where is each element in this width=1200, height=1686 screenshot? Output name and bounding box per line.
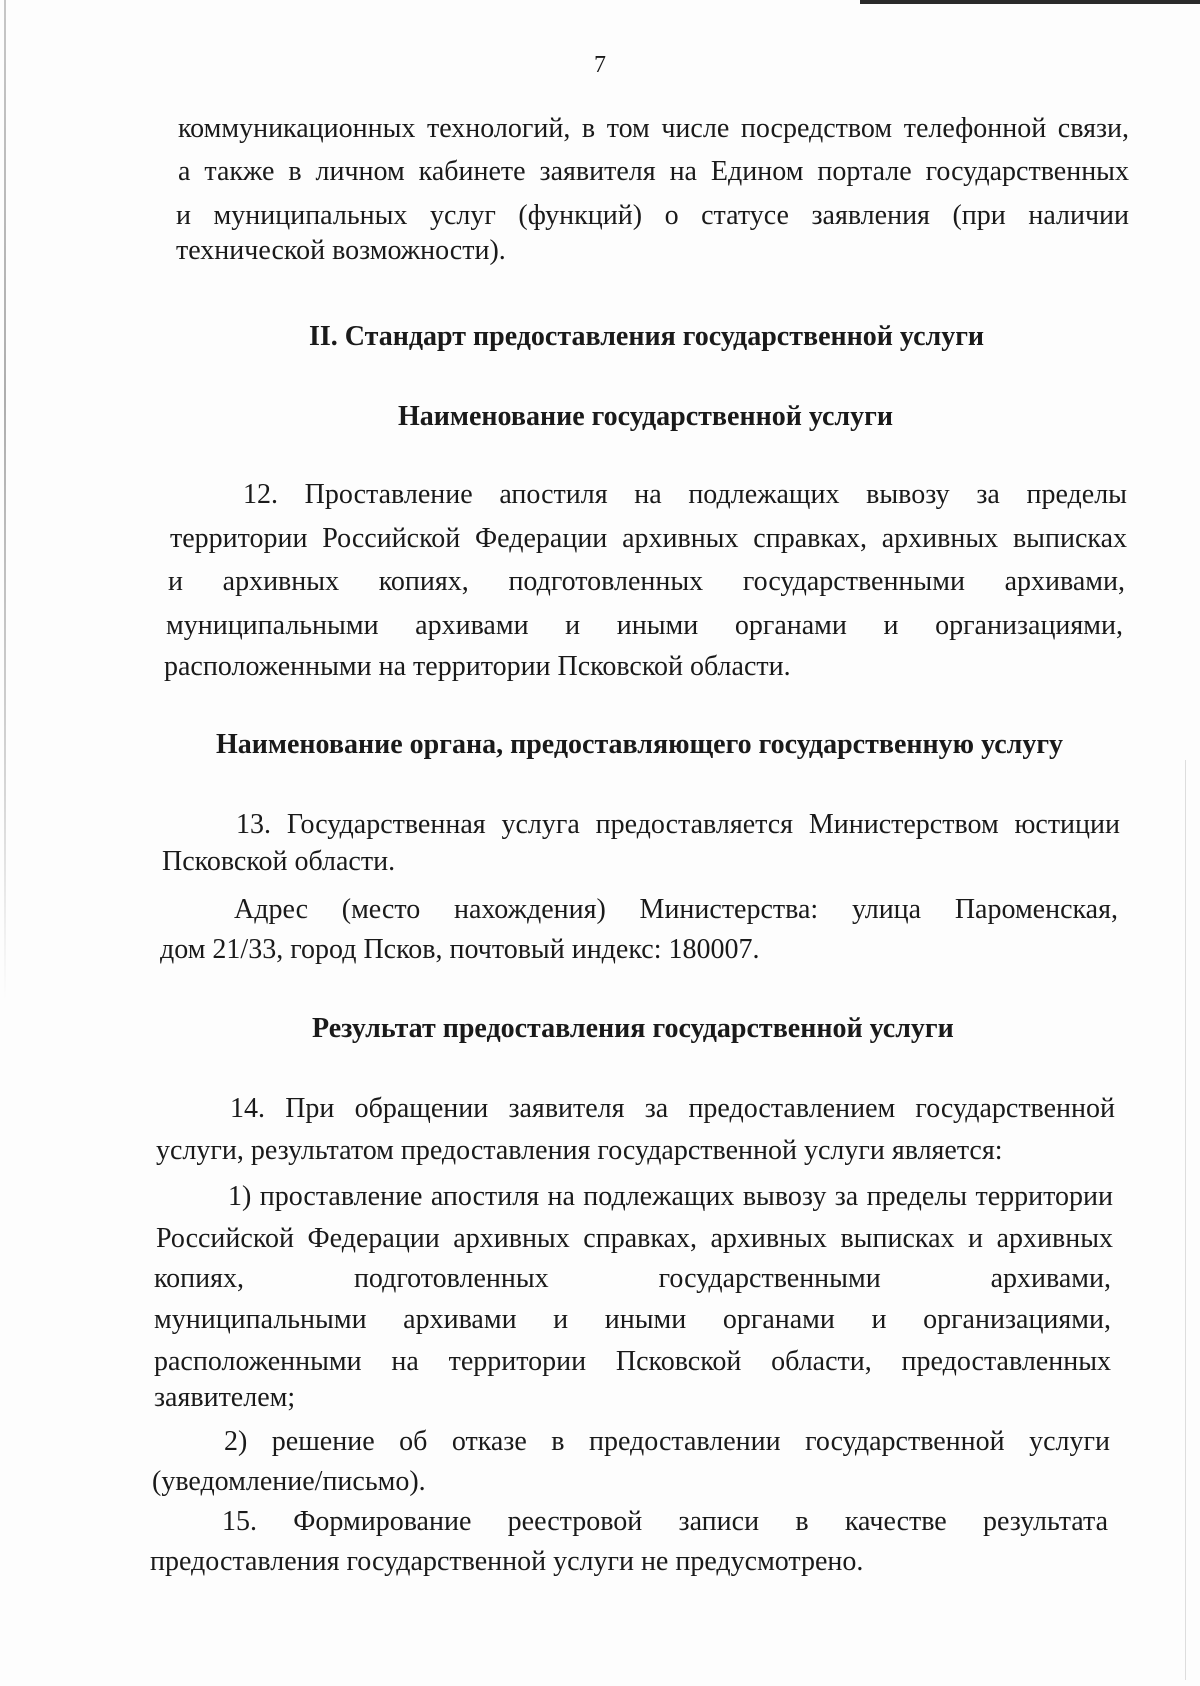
paragraph-13-line-2: Псковской области. <box>162 846 396 877</box>
scan-artifact-top-line <box>860 0 1200 4</box>
paragraph-13-line-1: 13. Государственная услуга предоставляется Министерством юстиции <box>236 809 1120 840</box>
item-2-line-1: 2) решение об отказе в предоставлении государственной услуги <box>224 1426 1110 1457</box>
paragraph-14-line-1: 14. При обращении заявителя за предоставлением государственной <box>230 1093 1115 1124</box>
address-line-2: дом 21/33, город Псков, почтовый индекс: 180007. <box>160 934 760 965</box>
paragraph-12-line-1: 12. Проставление апостиля на подлежащих вывозу за пределы <box>243 479 1127 510</box>
item-1-line-5: расположенными на территории Псковской области, предоставленных <box>154 1346 1111 1377</box>
intro-line-3: и муниципальных услуг (функций) о статусе заявления (при наличии <box>176 200 1129 231</box>
heading-result: Результат предоставления государственной услуги <box>312 1013 954 1044</box>
intro-line-2: а также в личном кабинете заявителя на Едином портале государственных <box>178 156 1129 187</box>
paragraph-12-line-5: расположенными на территории Псковской области. <box>164 651 791 682</box>
page-number: 7 <box>594 52 606 78</box>
paragraph-12-line-3: и архивных копиях, подготовленных государственными архивами, <box>168 566 1125 597</box>
section-title: II. Стандарт предоставления государственной услуги <box>309 321 985 352</box>
address-line-1: Адрес (место нахождения) Министерства: улица Пароменская, <box>234 894 1118 925</box>
paragraph-14-line-2: услуги, результатом предоставления государственной услуги является: <box>156 1135 1003 1166</box>
scan-artifact-left-edge <box>4 0 6 1000</box>
scan-artifact-right-edge <box>1185 760 1186 1680</box>
item-1-line-6: заявителем; <box>154 1382 296 1413</box>
item-1-line-3: копиях, подготовленных государственными архивами, <box>154 1263 1111 1294</box>
intro-line-4: технической возможности). <box>176 235 506 266</box>
heading-service-name: Наименование государственной услуги <box>398 401 893 432</box>
paragraph-12-line-4: муниципальными архивами и иными органами и организациями, <box>166 610 1123 641</box>
item-1-line-2: Российской Федерации архивных справках, архивных выписках и архивных <box>156 1223 1113 1254</box>
item-2-line-2: (уведомление/письмо). <box>152 1466 426 1497</box>
item-1-line-4: муниципальными архивами и иными органами и организациями, <box>154 1304 1111 1335</box>
paragraph-15-line-1: 15. Формирование реестровой записи в качестве результата <box>222 1506 1108 1537</box>
heading-authority: Наименование органа, предоставляющего государственную услугу <box>216 729 1064 760</box>
paragraph-12-line-2: территории Российской Федерации архивных справках, архивных выписках <box>170 523 1127 554</box>
intro-line-1: коммуникационных технологий, в том числе посредством телефонной связи, <box>178 113 1129 144</box>
paragraph-15-line-2: предоставления государственной услуги не предусмотрено. <box>150 1546 864 1577</box>
item-1-line-1: 1) проставление апостиля на подлежащих вывозу за пределы территории <box>228 1181 1113 1212</box>
